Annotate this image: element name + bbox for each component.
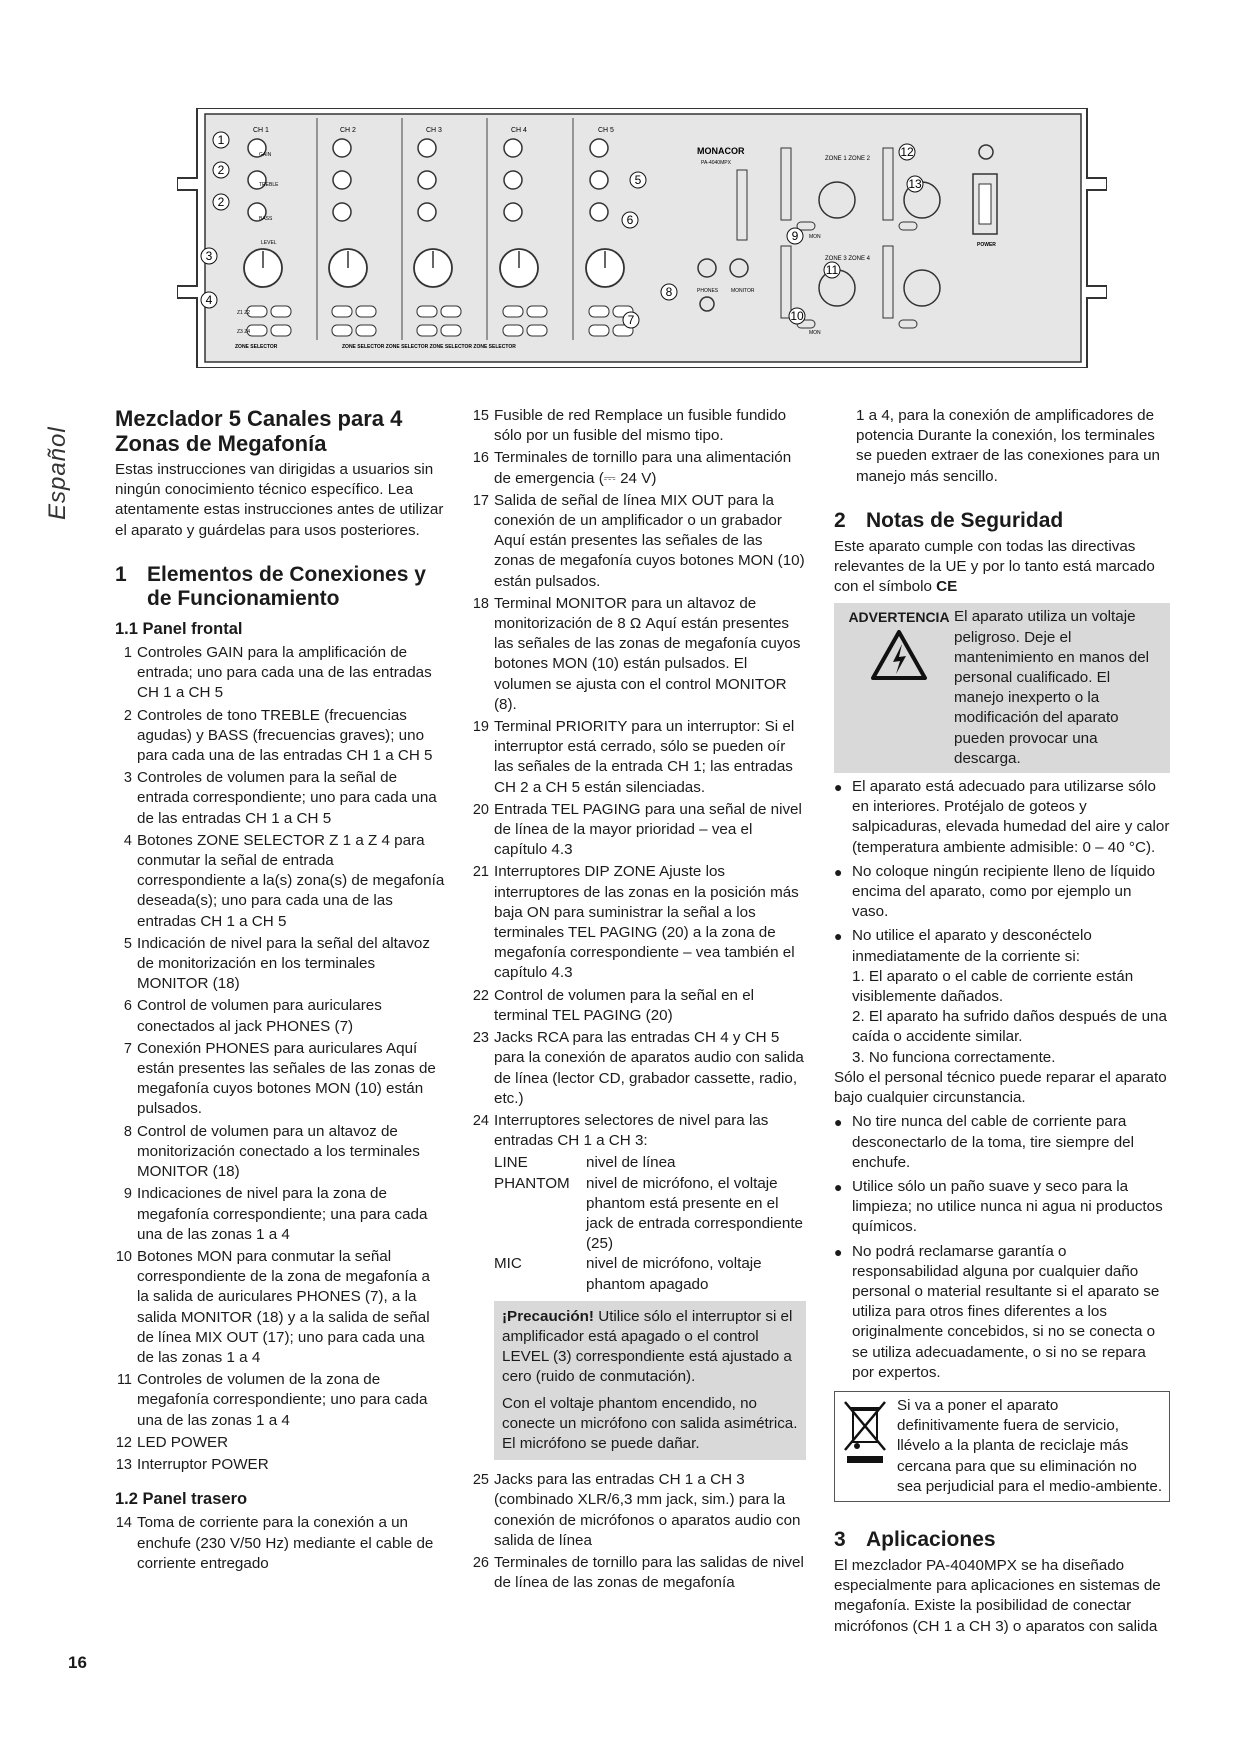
section-1-heading: 1 Elementos de Conexiones y de Funcionamiento — [115, 562, 426, 610]
list-item — [472, 717, 806, 798]
warning-box — [834, 603, 1170, 773]
item-number: 8 — [123, 1123, 132, 1140]
kv-value: nivel de línea — [586, 1154, 676, 1172]
zone-button-z2 — [527, 306, 547, 317]
mon-label-2: MON — [809, 330, 821, 336]
item-number: 2 — [123, 707, 132, 724]
callout-number: 3 — [205, 249, 213, 263]
sublist-item: 2. El aparato ha sufrido daños después de una caída o accidente similar. — [852, 1008, 1167, 1046]
item-text: Terminales de tornillo para una alimentación de emergencia (⎓ 24 V) — [494, 449, 792, 487]
sublist-note: Sólo el personal técnico puede reparar el aparato bajo cualquier circunstancia. — [834, 1068, 1167, 1107]
item-text: Controles de volumen de la zona de megafonía correspondiente; uno para cada una de las zonas 1 a 4 — [137, 1371, 428, 1429]
callout-number: 7 — [627, 313, 635, 327]
bullet-dot: ● — [834, 928, 843, 945]
list-item — [115, 1455, 445, 1475]
item-text: Interruptores DIP ZONE Ajuste los interruptores de las zonas en la posición más baja ON para suministrar la señal a los terminales TEL PAGING (20) a la zona de megafonía correspondiente – vea también el capítulo 4.3 — [494, 863, 799, 982]
item-number: 21 — [472, 864, 489, 881]
caution-text-2: Con el voltaje phantom encendido, no conecte un micrófono con salida asimétrica. El micrófono se puede dañar. — [502, 1394, 798, 1452]
brand-logo: MONACOR — [697, 146, 745, 156]
item-number: 17 — [472, 492, 489, 509]
callout-number: 10 — [790, 309, 804, 323]
subsection-1-2: 1.2 Panel trasero — [115, 1490, 248, 1509]
bullet-dot: ● — [834, 863, 843, 880]
high-voltage-warning-icon — [869, 628, 929, 682]
recycling-box — [834, 1391, 1170, 1502]
intro-text: Estas instrucciones van dirigidas a usuarios sin ningún conocimiento técnico específico. Lea atentamente estas instrucciones antes de utilizar el aparato y guárdelas para usos posteriores. — [115, 461, 444, 539]
item-number: 4 — [123, 832, 132, 849]
front-panel-list — [115, 643, 445, 1475]
item-number: 16 — [472, 450, 489, 467]
kv-value: nivel de micrófono, el voltaje phantom está presente en el jack de entrada correspondiente (25) — [586, 1174, 803, 1253]
subsection-1-1: 1.1 Panel frontal — [115, 619, 243, 638]
item-number: 1 — [123, 645, 132, 662]
item-text: Entrada TEL PAGING para una señal de nivel de línea de la mayor prioridad – vea el capítulo 4.3 — [494, 800, 802, 859]
list-item — [472, 1470, 806, 1551]
bullet-dot: ● — [834, 1114, 843, 1131]
item-text: Control de volumen para la señal en el terminal TEL PAGING (20) — [494, 986, 755, 1024]
section-3-text: El mezclador PA-4040MPX se ha diseñado especialmente para aplicaciones en sistemas de megafonía. Existe la posibilidad de conectar micrófonos (CH 1 a CH 3) o aparatos con salida — [834, 1556, 1161, 1635]
list-item — [472, 1028, 806, 1109]
column-1 — [115, 406, 445, 1576]
bullet-dot: ● — [834, 1178, 843, 1195]
zone-button-z3 — [503, 325, 523, 336]
item-text: Controles de volumen para la señal de entrada correspondiente; uno para cada una de las entradas CH 1 a CH 5 — [137, 769, 437, 827]
gain-knob — [590, 139, 608, 157]
bullet-item — [834, 1242, 1170, 1383]
callout-number: 11 — [825, 263, 839, 277]
callout-number: 12 — [900, 145, 914, 159]
bullet-text: No coloque ningún recipiente lleno de líquido encima del aparato, como por ejemplo un vaso. — [852, 862, 1156, 921]
model-label: PA-4040MPX — [701, 160, 731, 166]
item-text: Controles GAIN para la amplificación de entrada; uno para cada una de las entradas CH 1 a CH 5 — [137, 644, 432, 702]
list-item — [472, 594, 806, 715]
list-item — [115, 1513, 445, 1574]
kv-key: MIC — [494, 1255, 522, 1273]
list-item — [115, 1247, 445, 1368]
item-number: 6 — [123, 998, 132, 1015]
gain-knob — [333, 139, 351, 157]
item-number: 10 — [115, 1248, 132, 1265]
language-tab: Español — [44, 426, 71, 520]
safety-bullets-2 — [834, 1112, 1170, 1383]
power-rocker — [979, 184, 991, 224]
kv-row — [494, 1174, 806, 1255]
wee-bin-icon — [841, 1396, 889, 1466]
bullet-item — [834, 1177, 1170, 1238]
item-number: 19 — [472, 719, 489, 736]
caution-label: ¡Precaución! — [502, 1307, 594, 1325]
zone-button-z4 — [271, 325, 291, 336]
item-number: 22 — [472, 987, 489, 1004]
caution-box — [494, 1301, 806, 1460]
column-2 — [472, 406, 806, 1595]
item-text: Control de volumen para auriculares conectados al jack PHONES (7) — [137, 997, 382, 1035]
item-text: Salida de señal de línea MIX OUT para la conexión de un amplificador o un grabador Aquí están presentes las señales de las zonas de megafonía cuyos botones MON (10) están pulsados. — [494, 491, 805, 590]
list-item — [115, 706, 445, 767]
z1z2-label: Z1 Z2 — [237, 310, 251, 316]
item-text: Interruptores selectores de nivel para las entradas CH 1 a CH 3: — [494, 1111, 769, 1150]
bass-knob — [590, 203, 608, 221]
level-label: LEVEL — [261, 240, 277, 246]
power-label: POWER — [977, 242, 996, 248]
item-number: 3 — [123, 770, 132, 787]
item-number: 5 — [123, 935, 132, 952]
bullet-item — [834, 862, 1170, 923]
zone-button-z2 — [271, 306, 291, 317]
monitor-label: MONITOR — [731, 288, 755, 294]
callout-number: 9 — [791, 229, 799, 243]
item-number: 18 — [472, 595, 489, 612]
item-number: 15 — [472, 408, 489, 424]
zone-button-z3 — [589, 325, 609, 336]
callout-number: 2 — [217, 195, 225, 209]
bass-knob — [333, 203, 351, 221]
item-number: 26 — [472, 1554, 489, 1571]
kv-value: nivel de micrófono, voltaje phantom apagado — [586, 1255, 762, 1293]
page-title: Mezclador 5 Canales para 4 Zonas de Megafonía — [115, 406, 403, 456]
item-26-continuation: 1 a 4, para la conexión de amplificadores de potencia Durante la conexión, los terminales se pueden extraer de las conexiones para un manejo más sencillo. — [856, 407, 1160, 485]
zone-button-z2 — [356, 306, 376, 317]
list-item — [115, 831, 445, 932]
warning-label: ADVERTENCIA — [848, 609, 950, 626]
sublist-item: 3. No funciona correctamente. — [852, 1048, 1056, 1066]
ch5-label: CH 5 — [598, 127, 614, 134]
safety-bullets — [834, 777, 1170, 967]
item-text: LED POWER — [137, 1433, 229, 1451]
damage-sublist — [852, 967, 1170, 1068]
list-item — [115, 1433, 445, 1453]
zone12-label: ZONE 1 ZONE 2 — [825, 156, 871, 162]
zone-button-z4 — [527, 325, 547, 336]
item-text: Controles de tono TREBLE (frecuencias agudas) y BASS (frecuencias graves); uno para cada una de las entradas CH 1 a CH 5 — [137, 706, 433, 765]
treble-knob — [418, 171, 436, 189]
sublist-item: 1. El aparato o el cable de corriente están visiblemente dañados. — [852, 967, 1134, 1006]
front-panel-diagram — [177, 108, 1107, 368]
item-text: Terminales de tornillo para las salidas de nivel de línea de las zonas de megafonía — [494, 1553, 804, 1592]
bullet-text: El aparato está adecuado para utilizarse sólo en interiores. Protéjalo de goteos y salpicaduras, elevada humedad del aire y calor (temperatura ambiente admisible: 0 – 40 °C). — [852, 778, 1170, 856]
bullet-item — [834, 926, 1170, 966]
callout-number: 1 — [217, 133, 225, 147]
kv-key: PHANTOM — [494, 1174, 570, 1192]
zone-button-z1 — [589, 306, 609, 317]
treble-knob — [590, 171, 608, 189]
item-text: Toma de corriente para la conexión a un enchufe (230 V/50 Hz) mediante el cable de corriente entregado — [137, 1514, 434, 1572]
list-item — [115, 1370, 445, 1431]
caution-text: Utilice sólo el interruptor si el amplificador está apagado o el control LEVEL (3) correspondiente está ajustado a cero (ruido de conmutación). — [502, 1307, 793, 1386]
mon-label-1: MON — [809, 234, 821, 240]
bass-knob — [418, 203, 436, 221]
bullet-text: No podrá reclamarse garantía o responsabilidad alguna por cualquier daño personal o material resultante si el aparato se utiliza para otros fines diferentes a los originalmente concebidos, si no se conecta o se utiliza adecuadamente, o si no se repara por expertos. — [852, 1242, 1160, 1381]
callout-number: 13 — [908, 177, 922, 191]
zone-button-z1 — [417, 306, 437, 317]
item-text: Indicación de nivel para la señal del altavoz de monitorización en los terminales MONITOR (18) — [137, 934, 430, 993]
treble-label: TREBLE — [259, 182, 279, 188]
item-number: 23 — [472, 1030, 489, 1047]
zone34-label: ZONE 3 ZONE 4 — [825, 256, 871, 262]
page-number: 16 — [68, 1653, 87, 1672]
item-text: Botones ZONE SELECTOR Z 1 a Z 4 para conmutar la señal de entrada correspondiente a la(s) zona(s) de megafonía deseada(s); uno para cada una de las entradas CH 1 a CH 5 — [137, 831, 445, 930]
item-text: Conexión PHONES para auriculares Aquí están presentes las señales de las zonas de megafonía cuyos botones MON (10) están pulsados. — [137, 1039, 436, 1118]
bass-knob — [504, 203, 522, 221]
kv-row — [494, 1153, 806, 1173]
list-item — [115, 768, 445, 829]
bullet-dot: ● — [834, 779, 843, 796]
level-selector-table — [472, 1153, 806, 1294]
callout-number: 8 — [665, 285, 673, 299]
bullet-item — [834, 1112, 1170, 1173]
rear-panel-list-end — [472, 1470, 806, 1593]
warning-text: El aparato utiliza un voltaje peligroso. Deje el mantenimiento en manos del personal cualificado. El manejo inexperto o la modificación del aparato pueden provocar una descarga. — [954, 608, 1150, 767]
bullet-item — [834, 777, 1170, 858]
list-item — [472, 800, 806, 861]
recycling-text: Si va a poner el aparato definitivamente fuera de servicio, llévelo a la planta de reciclaje más cercana para que su eliminación no sea perjudicial para el medio-ambiente. — [897, 1396, 1163, 1495]
callout-number: 4 — [205, 293, 213, 307]
item-text: Jacks para las entradas CH 1 a CH 3 (combinado XLR/6,3 mm jack, sim.) para la conexión de micrófonos o aparatos audio con salida de línea — [494, 1471, 801, 1549]
item-number: 9 — [123, 1186, 132, 1203]
bass-label: BASS — [259, 216, 273, 222]
z3z4-label: Z3 Z4 — [237, 329, 251, 335]
zone-selector-row-label: ZONE SELECTOR ZONE SELECTOR ZONE SELECTOR ZONE SELECTOR — [342, 344, 516, 350]
item-number: 20 — [472, 801, 489, 818]
zone-button-z1 — [503, 306, 523, 317]
ch3-label: CH 3 — [426, 127, 442, 134]
section-2-heading: 2 Notas de Seguridad — [834, 508, 1064, 532]
item-number: 25 — [472, 1472, 489, 1489]
item-number: 13 — [115, 1456, 132, 1473]
rear-panel-list — [115, 1513, 445, 1574]
treble-knob — [504, 171, 522, 189]
gain-label: GAIN — [259, 152, 272, 158]
zone-selector-label: ZONE SELECTOR — [235, 344, 278, 350]
gain-knob — [504, 139, 522, 157]
callout-number: 6 — [626, 213, 634, 227]
item-number: 11 — [116, 1372, 132, 1389]
callout-number: 5 — [634, 173, 642, 187]
zone-button-z3 — [417, 325, 437, 336]
item-number: 14 — [115, 1515, 132, 1532]
zone-button-z1 — [332, 306, 352, 317]
rear-panel-list-cont — [472, 406, 806, 1151]
zone-button-z4 — [356, 325, 376, 336]
list-item — [472, 448, 806, 488]
kv-key: LINE — [494, 1154, 528, 1172]
ch1-label: CH 1 — [253, 127, 269, 134]
list-item — [115, 934, 445, 995]
list-item — [115, 1122, 445, 1183]
item-text: Jacks RCA para las entradas CH 4 y CH 5 para la conexión de aparatos audio con salida de línea (lector CD, grabador cassette, radio, etc.) — [494, 1029, 804, 1107]
zone-button-z4 — [441, 325, 461, 336]
zone-button-z2 — [441, 306, 461, 317]
item-number: 12 — [115, 1434, 132, 1451]
ch4-label: CH 4 — [511, 127, 527, 134]
item-number: 24 — [472, 1112, 489, 1129]
gain-knob — [418, 139, 436, 157]
list-item — [472, 862, 806, 983]
bullet-text: No tire nunca del cable de corriente para desconectarlo de la toma, tire siempre del enchufe. — [852, 1113, 1134, 1171]
item-text: Fusible de red Remplace un fusible fundido sólo por un fusible del mismo tipo. — [494, 407, 787, 445]
section-2-intro: Este aparato cumple con todas las directivas relevantes de la UE y por lo tanto está marcado con el símbolo CE — [834, 537, 1155, 596]
item-text: Indicaciones de nivel para la zona de megafonía correspondiente; una para cada una de las zonas 1 a 4 — [137, 1185, 428, 1243]
zone-button-z3 — [332, 325, 352, 336]
item-text: Terminal MONITOR para un altavoz de monitorización de 8 Ω Aquí están presentes las señales de las zonas de megafonía cuyos botones MON (10) están pulsados. El volumen se ajusta con el control MONITOR (8). — [494, 594, 801, 713]
list-item — [115, 643, 445, 704]
item-text: Terminal PRIORITY para un interruptor: Si el interruptor está cerrado, sólo se pueden oír las señales de la entrada CH 1; las entradas CH 2 a CH 5 están silenciadas. — [494, 718, 795, 796]
list-item — [472, 986, 806, 1026]
item-text: Interruptor POWER — [137, 1455, 269, 1473]
list-item — [472, 1553, 806, 1593]
bullet-text: Utilice sólo un paño suave y seco para la limpieza; no utilice nunca ni agua ni productos químicos. — [852, 1177, 1163, 1236]
section-3-heading: 3 Aplicaciones — [834, 1527, 996, 1551]
treble-knob — [333, 171, 351, 189]
list-item — [115, 1039, 445, 1120]
phones-label: PHONES — [697, 288, 719, 294]
item-number: 7 — [123, 1040, 132, 1057]
list-item — [472, 406, 806, 446]
bullet-dot: ● — [834, 1243, 843, 1260]
callout-number: 2 — [217, 163, 225, 177]
list-item — [115, 996, 445, 1036]
kv-row — [494, 1254, 806, 1294]
list-item — [472, 491, 806, 592]
item-text: Control de volumen para un altavoz de monitorización conectado a los terminales MONITOR (18) — [137, 1122, 420, 1181]
ch2-label: CH 2 — [340, 127, 356, 134]
list-item — [472, 1111, 806, 1151]
column-3 — [834, 406, 1170, 1637]
bullet-text: No utilice el aparato y desconéctelo inmediatamente de la corriente si: — [852, 927, 1092, 965]
item-text: Botones MON para conmutar la señal correspondiente de la zona de megafonía a la salida de auriculares PHONES (7), a la salida MONITOR (18) y a la salida de señal de línea MIX OUT (17); uno para cada una de las zonas 1 a 4 — [137, 1247, 430, 1366]
list-item — [115, 1184, 445, 1245]
ce-mark: CE — [936, 578, 958, 596]
